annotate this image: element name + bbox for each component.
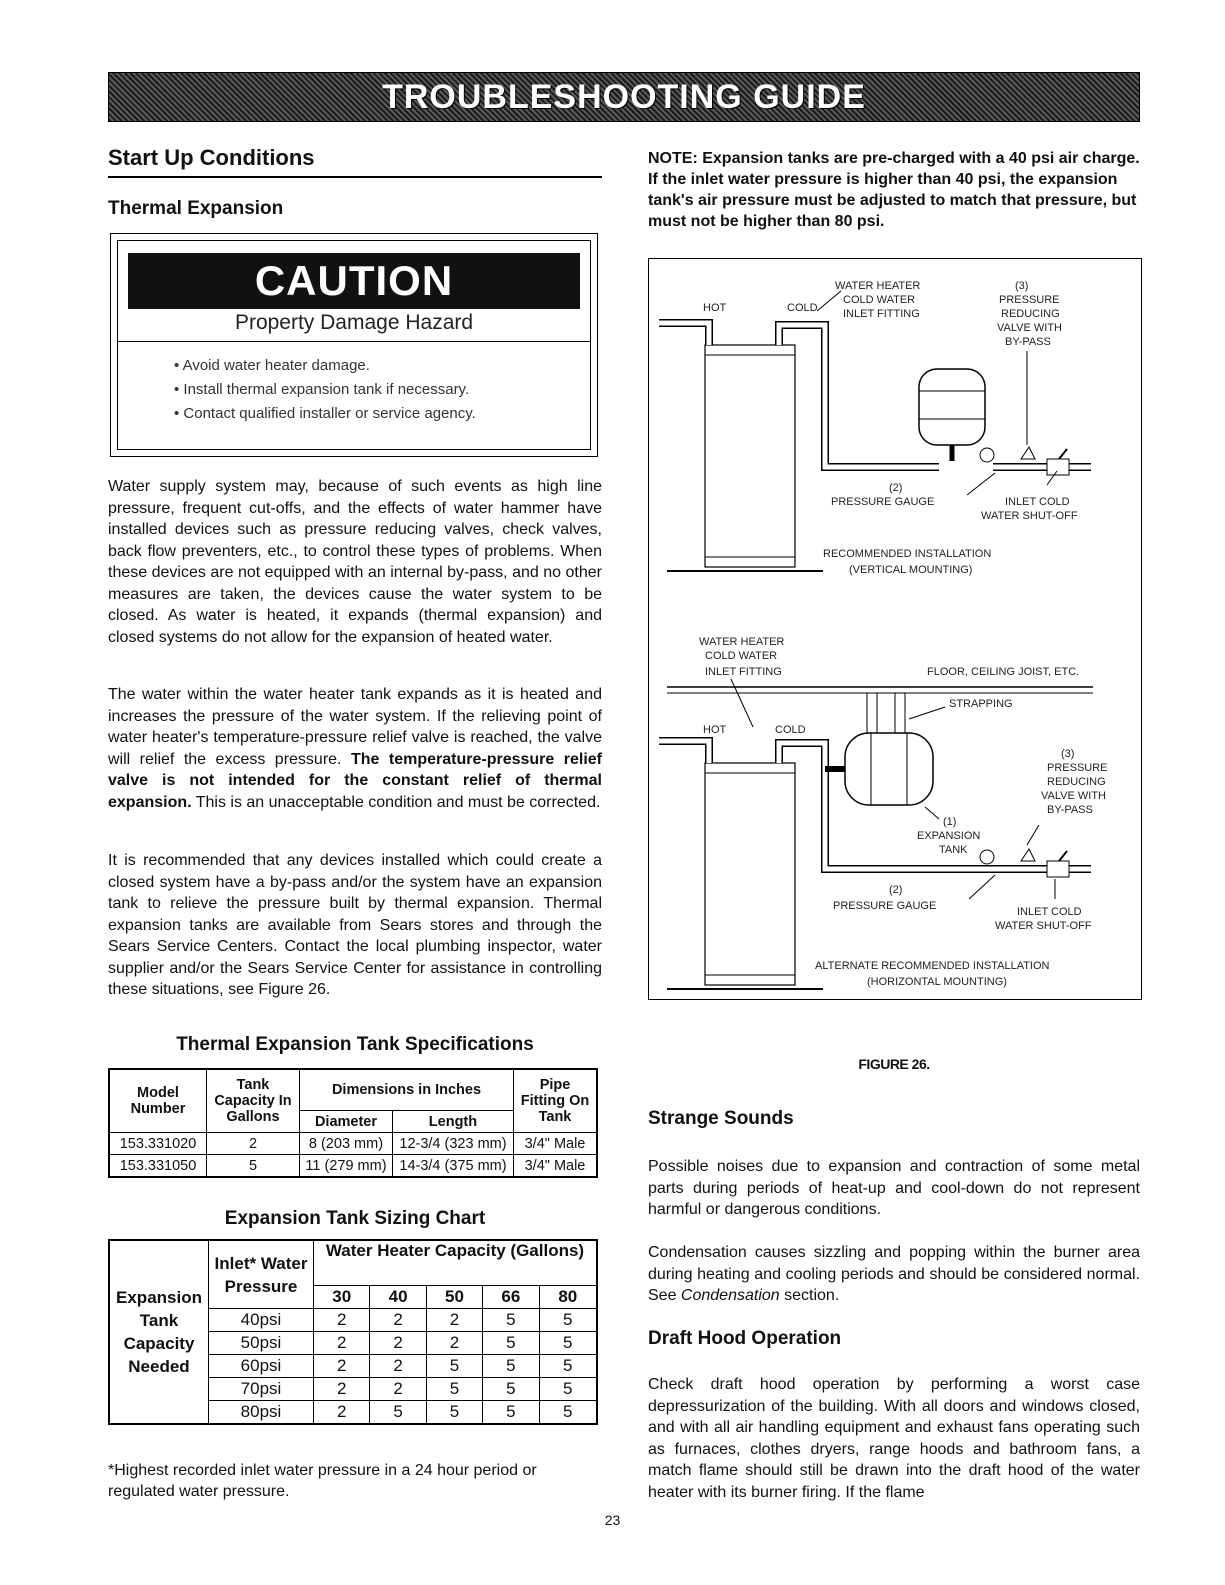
label-tank: TANK [939, 844, 968, 856]
note-precharge: NOTE: Expansion tanks are pre-charged with a 40 psi air charge. If the inlet water pressure is higher than 40 psi, the expansion tank's air pressure must be adjusted to match that pressure, but must not be higher than 80 psi. [648, 150, 1140, 230]
size-cell: 5 [483, 1355, 539, 1378]
section-rule [108, 176, 602, 178]
label-cold: COLD [787, 302, 818, 314]
water-heater-icon [705, 763, 795, 985]
shutoff-valve-icon [1047, 861, 1069, 877]
paragraph-text: This is an unacceptable condition and must be corrected. [191, 793, 601, 811]
paragraph-condensation [648, 1242, 1140, 1307]
label-reducing: (3) [1015, 280, 1029, 292]
pressure-cell: 50psi [209, 1332, 314, 1355]
banner-title: TROUBLESHOOTING GUIDE [382, 78, 866, 116]
figure-caption: FIGURE 26. [858, 1056, 930, 1072]
size-cell: 5 [539, 1401, 597, 1425]
label-reducing: (3) [1061, 748, 1075, 760]
header-model: Model Number [109, 1069, 207, 1133]
caution-subheading: Property Damage Hazard [234, 311, 474, 334]
horizontal-mounting-diagram [659, 636, 1108, 989]
cell-pipe: 3/4" Male [514, 1133, 598, 1155]
size-cell: 5 [539, 1332, 597, 1355]
label-shutoff: INLET COLD [1017, 906, 1082, 918]
label-caption: (VERTICAL MOUNTING) [849, 564, 973, 576]
pressure-gauge-icon [980, 448, 994, 462]
label-reducing: PRESSURE [1047, 762, 1108, 774]
header-dimensions: Dimensions in Inches [300, 1069, 514, 1111]
label-caption: RECOMMENDED INSTALLATION [823, 548, 992, 560]
paragraph-closed-system: Water supply system may, because of such events as high line pressure, frequent cut-offs, and the effects of water hammer have installed devices such as pressure reducing valves, check valves, back flow preventers, etc., to control these types of problems. When these devices are not equipped with an internal by-pass, and no other measures are taken, the devices cause the water system to be closed. As water is heated, it expands (thermal expansion) and closed systems do not allow for the expansion of heated water. [108, 478, 602, 646]
size-cell: 2 [370, 1309, 426, 1332]
size-cell: 2 [370, 1332, 426, 1355]
size-cell: 5 [426, 1355, 482, 1378]
draft-hood-title: Draft Hood Operation [648, 1328, 842, 1349]
spec-table-title: Thermal Expansion Tank Specifications [176, 1034, 534, 1055]
arrow-icon [1027, 825, 1039, 845]
size-cell: 5 [483, 1332, 539, 1355]
label-inlet: WATER HEATER [699, 636, 785, 648]
capacity-cell: 66 [483, 1286, 539, 1309]
footnote: *Highest recorded inlet water pressure in a 24 hour period or regulated water pressure. [108, 1462, 537, 1500]
label-reducing: PRESSURE [999, 294, 1060, 306]
label-tank: EXPANSION [917, 830, 981, 842]
label-inlet: INLET FITTING [843, 308, 920, 320]
label-reducing: VALVE WITH [1041, 790, 1106, 802]
table-row [109, 1155, 597, 1178]
pressure-cell: 80psi [209, 1401, 314, 1425]
label-caption: ALTERNATE RECOMMENDED INSTALLATION [815, 960, 1050, 972]
paragraph-text: The water within the water heater tank expands as it is heated and increases the pressure of the water system. If the relieving point of water heater's temperature-pressure relief valve is reached, the valve will relief the excess pressure. [108, 686, 602, 768]
caution-item: • Avoid water heater damage. [174, 357, 370, 374]
pressure-cell: 40psi [209, 1309, 314, 1332]
reducing-valve-icon [1021, 447, 1035, 459]
installation-diagram [649, 259, 1141, 999]
size-cell: 2 [314, 1332, 370, 1355]
sizing-chart-title: Expansion Tank Sizing Chart [224, 1208, 486, 1229]
hot-pipe-icon [659, 323, 709, 345]
subsection-title: Thermal Expansion [108, 198, 284, 219]
cell-capacity: 2 [207, 1133, 300, 1155]
caution-item: • Install thermal expansion tank if necessary. [174, 381, 470, 398]
cell-diameter: 8 (203 mm) [300, 1133, 393, 1155]
pressure-cell: 70psi [209, 1378, 314, 1401]
size-cell: 5 [483, 1378, 539, 1401]
cell-model: 153.331050 [109, 1155, 207, 1178]
caution-box [110, 233, 598, 457]
paragraph-relief-valve [108, 684, 602, 813]
paragraph-text: section. [779, 1287, 840, 1304]
label-gauge: PRESSURE GAUGE [831, 496, 935, 508]
paragraph-text: Condensation causes sizzling and popping within the burner area during heating and cooling periods and should be considered normal. See [648, 1244, 1140, 1304]
size-cell: 5 [483, 1309, 539, 1332]
paragraph-recommendation: It is recommended that any devices installed which could create a closed system have a by-pass and/or the system have an expansion tank to relieve the pressure built by thermal expansion. Thermal expansion tanks are available from Sears stores and through the Sears Service Centers. Contact the local plumbing inspector, water supplier and/or the Sears Service Center for assistance in controlling these situations, see Figure 26. [108, 852, 602, 998]
water-heater-icon [705, 345, 795, 567]
sizing-chart [108, 1239, 598, 1425]
size-cell: 2 [314, 1309, 370, 1332]
figure-26 [648, 258, 1142, 1000]
header-length: Length [392, 1111, 513, 1133]
strange-sounds-title: Strange Sounds [648, 1108, 794, 1129]
label-reducing: REDUCING [1001, 308, 1060, 320]
spec-table [108, 1068, 598, 1178]
label-inlet: COLD WATER [843, 294, 916, 306]
cell-length: 12-3/4 (323 mm) [392, 1133, 513, 1155]
label-gauge: (2) [889, 884, 903, 896]
size-cell: 5 [483, 1401, 539, 1425]
expansion-tank-icon [845, 733, 933, 805]
label-shutoff: WATER SHUT-OFF [995, 920, 1092, 932]
pressure-gauge-icon [980, 850, 994, 864]
label-floor: FLOOR, CEILING JOIST, ETC. [927, 666, 1080, 678]
cold-pipe-icon [779, 325, 939, 467]
label-reducing: VALVE WITH [997, 322, 1062, 334]
capacity-header: Water Heater Capacity (Gallons) [314, 1240, 598, 1286]
size-cell: 2 [370, 1355, 426, 1378]
page-number: 23 [604, 1512, 621, 1528]
strapping-leader [909, 707, 945, 719]
cell-diameter: 11 (279 mm) [300, 1155, 393, 1178]
label-inlet: COLD WATER [705, 650, 778, 662]
size-cell: 5 [539, 1355, 597, 1378]
size-cell: 5 [426, 1401, 482, 1425]
label-reducing: BY-PASS [1047, 804, 1093, 816]
page-banner [108, 72, 1140, 122]
cell-model: 153.331020 [109, 1133, 207, 1155]
cell-length: 14-3/4 (375 mm) [392, 1155, 513, 1178]
paragraph-noises: Possible noises due to expansion and contraction of some metal parts during periods of heat-up and cool-down do not represent harmful or dangerous conditions. [648, 1158, 1140, 1218]
label-reducing: BY-PASS [1005, 336, 1051, 348]
label-shutoff: INLET COLD [1005, 496, 1070, 508]
label-gauge: (2) [889, 482, 903, 494]
label-cold: COLD [775, 724, 806, 736]
caution-heading: CAUTION [128, 253, 580, 309]
caution-divider [118, 341, 590, 342]
capacity-cell: 80 [539, 1286, 597, 1309]
size-cell: 2 [314, 1378, 370, 1401]
label-inlet: WATER HEATER [835, 280, 921, 292]
size-cell: 2 [426, 1332, 482, 1355]
label-shutoff: WATER SHUT-OFF [981, 510, 1078, 522]
header-capacity: Tank Capacity In Gallons [207, 1069, 300, 1133]
label-caption: (HORIZONTAL MOUNTING) [867, 976, 1007, 988]
cell-pipe: 3/4" Male [514, 1155, 598, 1178]
header-diameter: Diameter [300, 1111, 393, 1133]
label-strapping: STRAPPING [949, 698, 1013, 710]
reducing-valve-icon [1021, 849, 1035, 861]
size-cell: 5 [539, 1309, 597, 1332]
section-title: Start Up Conditions [108, 145, 315, 170]
size-cell: 5 [370, 1401, 426, 1425]
caution-item: • Contact qualified installer or service agency. [174, 405, 476, 422]
size-cell: 2 [370, 1378, 426, 1401]
size-cell: 5 [539, 1378, 597, 1401]
label-hot: HOT [703, 302, 727, 314]
paragraph-draft-hood: Check draft hood operation by performing a worst case depressurization of the building. With all doors and windows closed, and with all air handling equipment and exhaust fans operating such as furnaces, clothes dryers, range hoods and bathroom fans, a match flame should still be drawn into the draft hood of the water heater with its burner firing. If the flame [648, 1376, 1140, 1501]
cell-capacity: 5 [207, 1155, 300, 1178]
shutoff-valve-icon [1047, 459, 1069, 475]
size-cell: 2 [314, 1401, 370, 1425]
paragraph-emphasis: The temperature-pressure relief valve is not intended for the constant relief of thermal expansion. [108, 750, 603, 811]
label-tank: (1) [943, 816, 957, 828]
caution-list [174, 354, 476, 426]
capacity-cell: 40 [370, 1286, 426, 1309]
size-cell: 2 [426, 1309, 482, 1332]
label-gauge: PRESSURE GAUGE [833, 900, 937, 912]
inlet-header: Inlet* Water Pressure [209, 1240, 314, 1309]
row-label: Expansion Tank Capacity Needed [109, 1240, 209, 1424]
label-hot: HOT [703, 724, 727, 736]
caution-inner [117, 240, 591, 450]
header-pipe: Pipe Fitting On Tank [514, 1069, 598, 1133]
size-cell: 2 [314, 1355, 370, 1378]
capacity-cell: 50 [426, 1286, 482, 1309]
label-inlet: INLET FITTING [705, 666, 782, 678]
capacity-cell: 30 [314, 1286, 370, 1309]
table-row [109, 1133, 597, 1155]
size-cell: 5 [426, 1378, 482, 1401]
pressure-cell: 60psi [209, 1355, 314, 1378]
condensation-link: Condensation [680, 1287, 780, 1304]
label-reducing: REDUCING [1047, 776, 1106, 788]
hot-pipe-icon [659, 741, 709, 763]
vertical-mounting-diagram [659, 280, 1091, 576]
expansion-tank-icon [919, 369, 985, 445]
